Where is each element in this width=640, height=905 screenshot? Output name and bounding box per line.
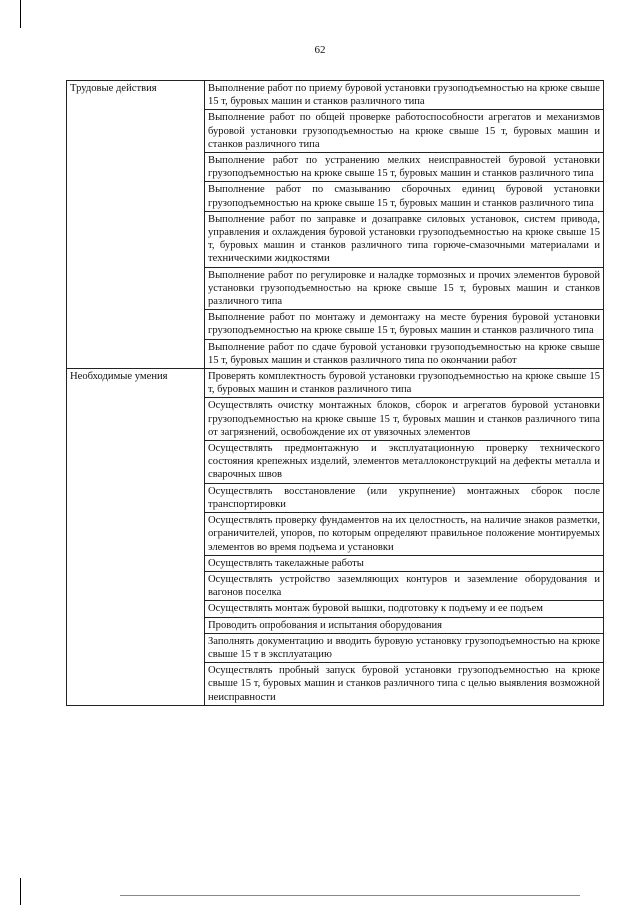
- scan-edge-bottom: [20, 878, 21, 905]
- section-item-text: Выполнение работ по сдаче буровой установки грузоподъемностью на крюке свыше 15 т, буровых машин и станков различного типа по окончании работ: [205, 339, 604, 368]
- section-item-text: Осуществлять такелажные работы: [205, 555, 604, 571]
- section-item-text: Осуществлять монтаж буровой вышки, подготовку к подъему и ее подъем: [205, 601, 604, 617]
- section-item-text: Выполнение работ по смазыванию сборочных единиц буровой установки грузоподъемностью на крюке свыше 15 т, буровых машин и станков различного типа: [205, 182, 604, 211]
- section-item-text: Проверять комплектность буровой установки грузоподъемностью на крюке свыше 15 т, буровых машин и станков различного типа: [205, 369, 604, 398]
- section-item-text: Выполнение работ по заправке и дозаправке силовых установок, систем привода, управления и охлаждения буровой установки грузоподъемностью на крюке свыше 15 т, буровых машин и станков различного типа горюче-смазочными материалами и техническими жидкостями: [205, 211, 604, 267]
- section-item-text: Осуществлять восстановление (или укрупнение) монтажных сборок после транспортировки: [205, 483, 604, 512]
- section-item-text: Осуществлять устройство заземляющих контуров и заземление оборудования и вагонов поселка: [205, 571, 604, 600]
- section-item-text: Осуществлять очистку монтажных блоков, сборок и агрегатов буровой установки грузоподъемностью на крюке свыше 15 т, буровых машин и станков различного типа от загрязнений, освобождение их от увязочных элементов: [205, 398, 604, 441]
- section-item-text: Выполнение работ по устранению мелких неисправностей буровой установки грузоподъемностью на крюке свыше 15 т, буровых машин и станков различного типа: [205, 153, 604, 182]
- section-item-text: Выполнение работ по приему буровой установки грузоподъемностью на крюке свыше 15 т, буровых машин и станков различного типа: [205, 81, 604, 110]
- section-item-text: Выполнение работ по монтажу и демонтажу на месте бурения буровой установки грузоподъемностью на крюке свыше 15 т, буровых машин и станков различного типа: [205, 310, 604, 339]
- table-row: [67, 81, 604, 110]
- section-item-text: Осуществлять предмонтажную и эксплуатационную проверку технического состояния крепежных изделий, элементов металлоконструкций на дефекты металла и сварочных швов: [205, 441, 604, 484]
- page-number: 62: [314, 44, 326, 56]
- section-item-text: Заполнять документацию и вводить буровую установку грузоподъемностью на крюке свыше 15 т в эксплуатацию: [205, 633, 604, 662]
- section-item-text: Выполнение работ по общей проверке работоспособности агрегатов и механизмов буровой установки грузоподъемностью на крюке свыше 15 т, буровых машин и станков различного типа: [205, 110, 604, 153]
- section-item-text: Проводить опробования и испытания оборудования: [205, 617, 604, 633]
- requirements-table-body: [67, 81, 604, 706]
- requirements-table: [66, 80, 604, 706]
- scan-bottom-rule: [120, 895, 580, 896]
- section-item-text: Осуществлять пробный запуск буровой установки грузоподъемностью на крюке свыше 15 т, буровых машин и станков различного типа с целью выявления возможной неисправности: [205, 663, 604, 706]
- section-item-text: Выполнение работ по регулировке и наладке тормозных и прочих элементов буровой установки грузоподъемностью на крюке свыше 15 т, буровых машин и станков различного типа: [205, 267, 604, 310]
- section-label: Трудовые действия: [67, 81, 205, 369]
- section-item-text: Осуществлять проверку фундаментов на их целостность, на наличие знаков разметки, ограничителей, упоров, по которым определяют правильное положение монтируемых элементов во время подъема и установки: [205, 513, 604, 556]
- section-label: Необходимые умения: [67, 369, 205, 706]
- table-row: [67, 369, 604, 398]
- scan-edge-top: [20, 0, 21, 28]
